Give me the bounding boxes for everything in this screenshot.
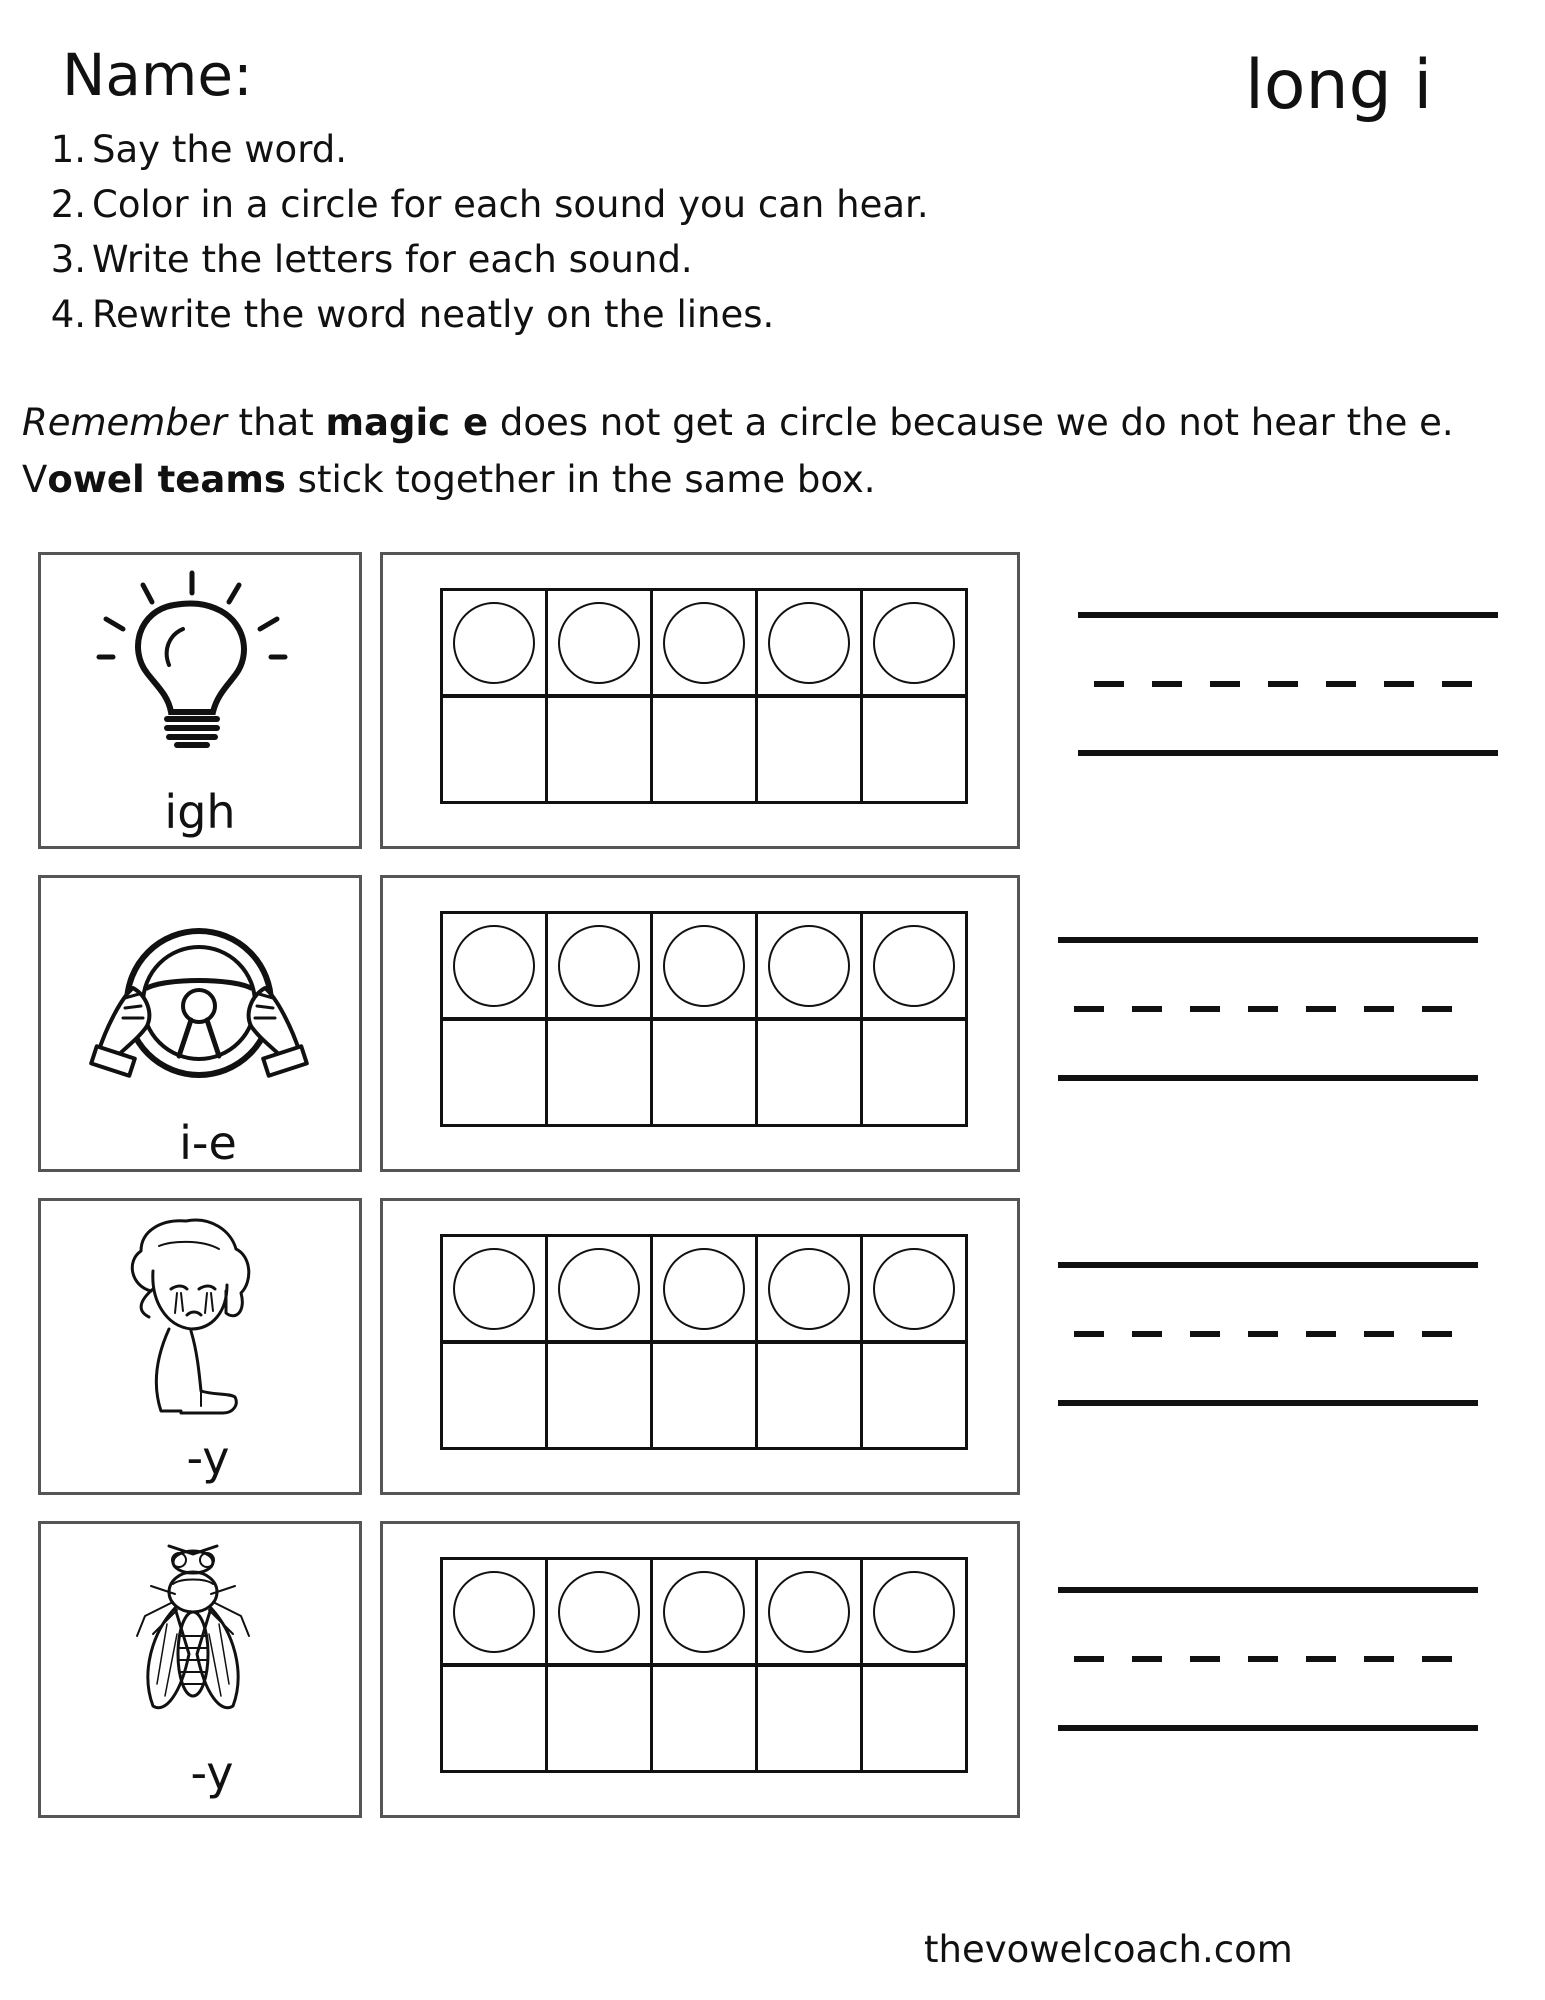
sound-circle[interactable] <box>558 925 640 1007</box>
sound-circle-cell[interactable] <box>650 1560 755 1663</box>
picture-card <box>38 1521 362 1818</box>
picture-card <box>38 875 362 1172</box>
sound-circle[interactable] <box>453 925 535 1007</box>
instruction-list <box>40 122 929 342</box>
letter-box[interactable] <box>860 1021 965 1124</box>
website-footer: thevowelcoach.com <box>924 1928 1293 1971</box>
sound-circle-cell[interactable] <box>650 1237 755 1340</box>
spelling-pattern: -y <box>186 1431 230 1485</box>
name-label: Name: <box>62 41 253 109</box>
letter-box[interactable] <box>755 1021 860 1124</box>
sound-circle[interactable] <box>768 602 850 684</box>
sound-circle[interactable] <box>663 1571 745 1653</box>
sound-circle[interactable] <box>558 1571 640 1653</box>
sound-circle-cell[interactable] <box>545 914 650 1017</box>
letter-box[interactable] <box>755 698 860 801</box>
letter-box[interactable] <box>650 1344 755 1447</box>
top-line <box>1078 612 1498 618</box>
instruction-item: 3. Write the letters for each sound. <box>50 238 693 281</box>
top-line <box>1058 937 1478 943</box>
letter-box[interactable] <box>443 1344 545 1447</box>
handwriting-lines[interactable] <box>1058 1262 1478 1402</box>
reminder-line-2: Vowel teams stick together in the same box. <box>22 458 876 501</box>
sound-circle-cell[interactable] <box>443 1237 545 1340</box>
topic-title: long i <box>1245 46 1433 125</box>
sound-grid <box>440 588 968 804</box>
sound-circle[interactable] <box>453 1571 535 1653</box>
letter-box[interactable] <box>755 1344 860 1447</box>
picture-card <box>38 552 362 849</box>
sound-frame <box>380 875 1020 1172</box>
reminder-line-1: Remember that magic e does not get a circle because we do not hear the e. <box>22 401 1454 444</box>
base-line <box>1058 1075 1478 1081</box>
sound-grid <box>440 1234 968 1450</box>
sound-circle[interactable] <box>873 1248 955 1330</box>
letter-box[interactable] <box>650 698 755 801</box>
sound-circle-cell[interactable] <box>755 1237 860 1340</box>
letter-box[interactable] <box>443 1667 545 1770</box>
sound-circle-cell[interactable] <box>755 914 860 1017</box>
instruction-item: 2. Color in a circle for each sound you can hear. <box>50 183 929 226</box>
sound-circle[interactable] <box>558 1248 640 1330</box>
top-line <box>1058 1587 1478 1593</box>
sound-circle[interactable] <box>768 1571 850 1653</box>
spelling-pattern: i-e <box>179 1116 237 1170</box>
letter-box[interactable] <box>443 1021 545 1124</box>
letter-box[interactable] <box>545 1021 650 1124</box>
dashed-midline <box>1094 681 1498 687</box>
top-line <box>1058 1262 1478 1268</box>
handwriting-lines[interactable] <box>1058 937 1478 1077</box>
letter-box[interactable] <box>860 698 965 801</box>
sound-circle[interactable] <box>873 602 955 684</box>
sound-frame <box>380 1521 1020 1818</box>
sound-circle-cell[interactable] <box>545 1237 650 1340</box>
sound-grid <box>440 1557 968 1773</box>
picture-card <box>38 1198 362 1495</box>
sound-grid <box>440 911 968 1127</box>
sound-circle-cell[interactable] <box>443 1560 545 1663</box>
dashed-midline <box>1074 1331 1478 1337</box>
sound-circle[interactable] <box>453 602 535 684</box>
sound-circle-cell[interactable] <box>860 914 965 1017</box>
sound-circle-cell[interactable] <box>860 1237 965 1340</box>
letter-box[interactable] <box>860 1344 965 1447</box>
letter-box[interactable] <box>443 698 545 801</box>
sound-circle-cell[interactable] <box>650 591 755 694</box>
letter-box[interactable] <box>650 1021 755 1124</box>
sound-circle[interactable] <box>873 925 955 1007</box>
spelling-pattern: igh <box>164 785 236 839</box>
sound-circle-cell[interactable] <box>545 1560 650 1663</box>
sound-circle-cell[interactable] <box>650 914 755 1017</box>
base-line <box>1078 750 1498 756</box>
sound-circle-cell[interactable] <box>443 914 545 1017</box>
handwriting-lines[interactable] <box>1058 1587 1478 1727</box>
letter-box[interactable] <box>545 1344 650 1447</box>
instruction-item: 4. Rewrite the word neatly on the lines. <box>50 293 775 336</box>
letter-box[interactable] <box>545 1667 650 1770</box>
letter-box[interactable] <box>860 1667 965 1770</box>
instruction-item: 1. Say the word. <box>50 128 348 171</box>
dashed-midline <box>1074 1006 1478 1012</box>
sound-circle[interactable] <box>768 925 850 1007</box>
letter-box[interactable] <box>650 1667 755 1770</box>
letter-box[interactable] <box>755 1667 860 1770</box>
sound-circle[interactable] <box>663 1248 745 1330</box>
sound-circle-cell[interactable] <box>860 591 965 694</box>
base-line <box>1058 1400 1478 1406</box>
sound-circle[interactable] <box>663 925 745 1007</box>
sound-circle[interactable] <box>873 1571 955 1653</box>
sound-circle[interactable] <box>768 1248 850 1330</box>
spelling-pattern: -y <box>190 1746 234 1800</box>
sound-circle-cell[interactable] <box>545 591 650 694</box>
reminder-note <box>22 394 1454 508</box>
sound-circle[interactable] <box>558 602 640 684</box>
sound-frame <box>380 552 1020 849</box>
handwriting-lines[interactable] <box>1078 612 1498 752</box>
sound-circle-cell[interactable] <box>755 1560 860 1663</box>
base-line <box>1058 1725 1478 1731</box>
sound-circle-cell[interactable] <box>860 1560 965 1663</box>
sound-circle[interactable] <box>663 602 745 684</box>
sound-circle-cell[interactable] <box>755 591 860 694</box>
sound-circle-cell[interactable] <box>443 591 545 694</box>
sound-circle[interactable] <box>453 1248 535 1330</box>
letter-box[interactable] <box>545 698 650 801</box>
dashed-midline <box>1074 1656 1478 1662</box>
sound-frame <box>380 1198 1020 1495</box>
